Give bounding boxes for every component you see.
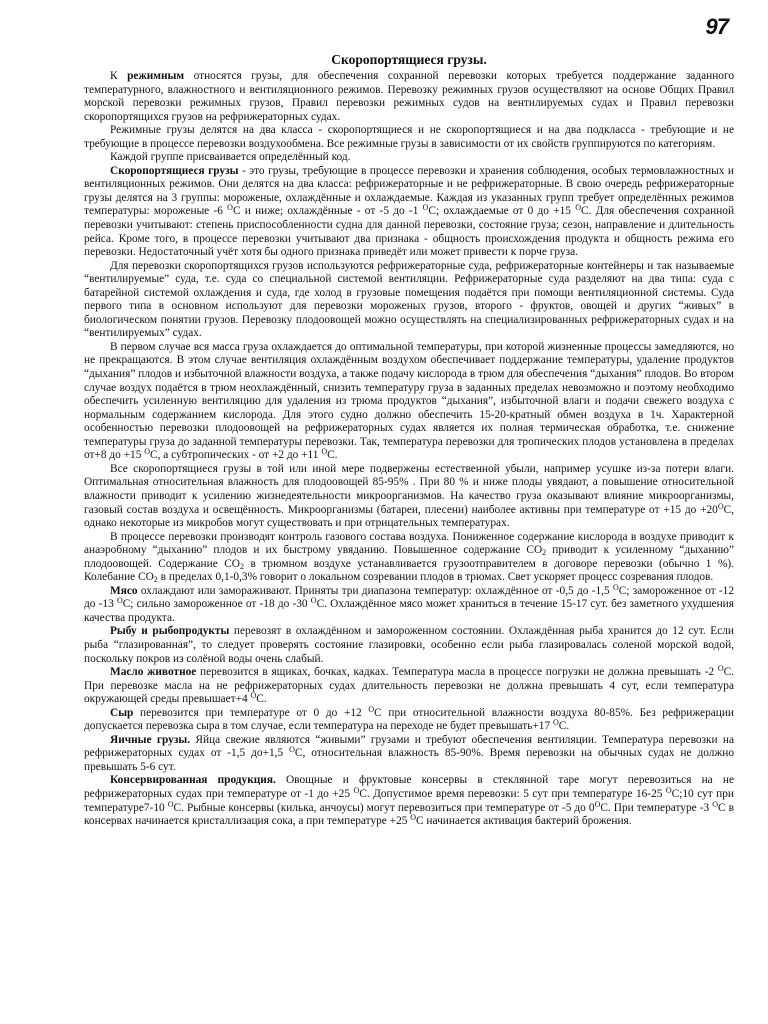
paragraph-cheese: Сыр перевозится при температуре от 0 до +12 $^O$C при относительной влажности воздуха 80-85%. Без рефрижерации допускается перевозка сыра в том случае, если температура на переходе не будет превышать+17 $^O$C.: [84, 704, 734, 733]
paragraph-first-case: В первом случае вся масса груза охлаждается до оптимальной температуры, при которой жизненные процессы замедляются, но не прекращаются. В этом случае вентиляция охлаждённым воздухом обеспечивает поддержание температуры, удаление продуктов “дыхания” плодов и избыточной влажности воздуха, а также подачу кислорода в трюм для обеспечения “дыхания” плодов. Во втором случае воздух подаётся в трюм неохлаждённый, снизить температуру груза в заданных пределах невозможно и поэтому необходимо обеспечить усиленную вентиляцию для удаления из трюма продуктов “дыхания”, избыточной влаги и подачи свежего воздуха с нормальным содержанием кислорода. Для этого судно должно обеспечить 15-20-кратный обмен воздуха в 1ч. Характерной особенностью перевозки плодоовощей на рефрижераторных судах является их полная термическая обработка, т.е. снижение температуры груза до заданной температуры перевозки. Так, температура перевозки для тропических плодов установлена в пределах от+8 до +15 $^O$C, а субтропических - от +2 до +11 $^O$C.: [84, 340, 734, 462]
paragraph-perishable: Скоропортящиеся грузы - это грузы, требующие в процессе перевозки и хранения соблюдения, особых термовлажностных и вентиляционных режимов. Они делятся на два класса: рефрижераторные и не рефрижераторные. В свою очередь рефрижераторные грузы делятся на 3 группы: мороженые, охлаждённые и охлаждаемые. Каждая из указанных групп требует определённых режимов температуры: мороженые -6 $^O$C и ниже; охлаждённые - от -5 до -1 $^O$C; охлаждаемые от 0 до +15 $^O$C. Для обеспечения сохранной перевозки учитывают: степень приспособленности судна для данной перевозки, состояние груза; сезон, направление и длительность рейса. Кроме того, в процессе перевозки учитывают два признака - общность происхождения продукта и общность режима его перевозки. Недостаточный учёт хотя бы одного признака приведёт или может привести к порче груза.: [84, 164, 735, 259]
page-number: 97: [705, 14, 728, 39]
paragraph-gas-control: В процессе перевозки производят контроль газового состава воздуха. Пониженное содержание кислорода в воздухе приводит к анаэробному “дыханию” плодов и их быстрому увяданию. Повышенное содержание $CO_2$ приводит к усиленному “дыханию” плодоовощей. Содержание $CO_2$ в трюмном воздухе устанавливается грузоотправителем в договоре перевозки (обычно 1 %). Колебание $CO_2$ в пределах 0,1-0,3% говорит о локальном созревании плодов в трюмах. Свет ускоряет процесс созревания плодов.: [84, 530, 735, 585]
paragraph-eggs: Яичные грузы. Яйца свежие являются “живыми” грузами и требуют обеспечения вентиляции. Температура перевозки на рефрижераторных судах от -1,5 до+1,5 $^O$C, относительная влажность 85-90%. Время перевозки на обычных судах не должно превышать 5-6 сут.: [84, 733, 734, 773]
paragraph-natural-loss: Все скоропортящиеся грузы в той или иной мере подвержены естественной убыли, например усушке из-за потери влаги. Оптимальная относительная влажность для плодоовощей 85-95% . При 80 % и ниже плоды увядают, а повышение относительной влажности приводит к усилению жизнедеятельности микроорганизмов. На качество груза оказывают влияние микроорганизмы, газовый состав воздуха и освещённость. Микроорганизмы (батареи, плесени) наиболее активны при температуре от +15 до $+20^OC$, однако некоторые из микробов могут существовать и при отрицательных температурах.: [84, 462, 734, 530]
paragraph-reefer-ships: Для перевозки скоропортящихся грузов используются рефрижераторные суда, рефрижераторные контейнеры и так называемые “вентилируемые” суда, т.е. суда со специальной системой вентиляции. Рефрижераторные суда разделяют на два типа: суда с батарейной системой охлаждения и суда, где холод в грузовые помещения подаётся при помощи вентиляционной системы. Суда первого типа в основном используют для перевозки мороженых грузов, второго - фруктов, овощей и других “живых” в биологическом понятии грузов. Перевозку плодоовощей можно осуществлять на специализированных рефрижераторных судах и на “вентилируемых” судах.: [84, 259, 734, 340]
page-title: Скоропортящиеся грузы.: [331, 52, 487, 67]
paragraph-fish: Рыбу и рыбопродукты перевозят в охлаждённом и замороженном состоянии. Охлаждённая рыба хранится до 12 сут. Если рыба “глазированная”, то следует проверять состояние глазировки, особенно если рыба глазировалась соленой морской водой, поскольку покров из солёной воды очень слабый.: [84, 625, 734, 665]
paragraph-regime-cargo: К режимным относятся грузы, для обеспечения сохранной перевозки которых требуется поддержание заданного температурного, влажностного и вентиляционного режимов. Перевозку режимных грузов осуществляют на основе Общих Правил морской перевозки режимных грузов, Правил перевозки режимных судов на вентилируемых судах и Правил перевозки скоропортящихся грузов на рефрижераторных судах.: [84, 70, 735, 123]
paragraph-code: Каждой группе присваивается определённый код.: [110, 151, 351, 164]
paragraph-classes: Режимные грузы делятся на два класса - скоропортящиеся и не скоропортящиеся и на два подкласса - требующие и не требующие в процессе перевозки воздухообмена. Все режимные грузы в зависимости от их свойств группируются по категориям.: [84, 124, 734, 150]
paragraph-meat: Мясо охлаждают или замораживают. Приняты три диапазона температур: охлаждённое от -0,5 до -1,5 $^O$C; замороженное от -12 до -13 $^O$C; сильно замороженное от -18 до -30 $^O$C. Охлаждённое мясо может храниться в течение 15-17 сут. без заметного ухудшения качества продукта.: [84, 582, 734, 624]
paragraph-butter: Масло животное перевозится в ящиках, бочках, кадках. Температура масла в процессе погрузки не должна превышать -2 $^O$C. При перевозке масла на не рефрижераторных судах длительность перевозки не должна превышать 4 сут, если температура окружающей среды превышает+4 $^O$C.: [84, 664, 734, 706]
paragraph-canned: Консервированная продукция. Овощные и фруктовые консервы в стеклянной таре могут перевозиться на не рефрижераторных судах при температуре от -1 до +25 $^O$C. Допустимое время перевозки: 5 сут при температуре 16-25 $^O$C;10 сут при температуре7-10 $^O$C. Рыбные консервы (килька, анчоусы) могут перевозиться при температуре от -5 до $0^OC$. При температуре -3 $^O$C в консервах начинается кристаллизация сока, а при температуре +25 $^O$C начинается активация бактерий брожения.: [84, 774, 734, 828]
document-body: [84, 52, 734, 829]
